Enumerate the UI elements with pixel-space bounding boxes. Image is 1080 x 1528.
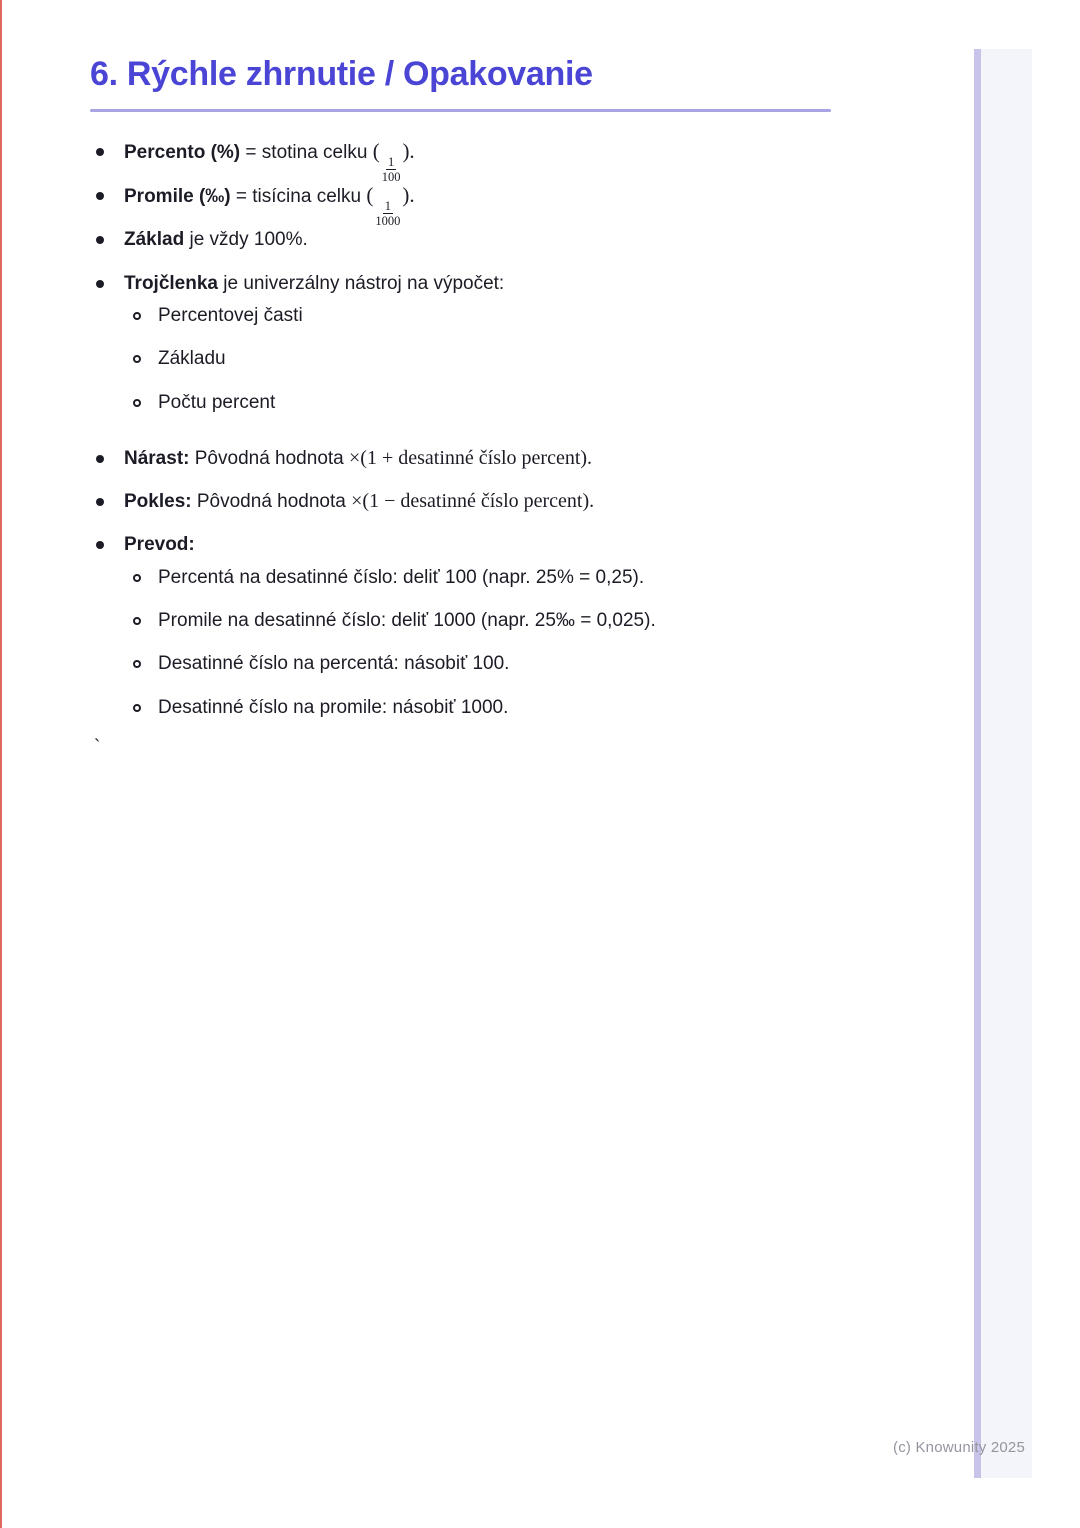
math-fraction [374,199,401,229]
sub-item-text: Percentá na desatinné číslo: deliť 100 (napr. 25% = 0,25). [158,567,645,588]
bullet-disc-icon [96,280,104,288]
bullet-disc-icon [96,541,104,549]
math-open-paren: ( [372,139,380,163]
list-item-narast [96,445,592,472]
list-item-trojclenka [96,270,504,297]
term-label: Trojčlenka [124,273,218,294]
list-item-text [124,270,504,297]
sub-item-text: Percentovej časti [158,305,303,326]
math-fraction [381,155,402,185]
math-expression: ×(1 − desatinné číslo percent). [351,490,595,512]
math-open-paren: ( [366,183,374,207]
sub-item-text: Základu [158,348,226,369]
fraction-numerator: 1 [384,199,391,213]
sub-item-percentovej-casti [133,302,303,329]
math-close-paren: ). [402,183,415,207]
term-label: Základ [124,229,185,250]
list-item-text [124,182,415,229]
list-item-text [124,138,415,185]
list-item-promile [96,182,415,229]
sub-item-text: Desatinné číslo na promile: násobiť 1000. [158,697,509,718]
list-item-percento [96,138,415,185]
page-left-edge-accent-line [0,0,2,1528]
title-underline-rule [90,109,831,112]
list-item-text [124,488,594,515]
page-title: 6. Rýchle zhrnutie / Opakovanie [90,55,593,93]
bullet-circle-icon [133,399,141,407]
bullet-disc-icon [96,455,104,463]
sub-item-text: Počtu percent [158,392,276,413]
bullet-circle-icon [133,312,141,320]
definition-text: Pôvodná hodnota [191,491,352,512]
term-label: Promile (‰) [124,186,231,207]
sub-item-text: Desatinné číslo na percentá: násobiť 100. [158,653,510,674]
list-item-text [124,445,592,472]
list-item-prevod [96,531,195,558]
list-item-text [124,531,195,558]
term-label: Pokles: [124,491,192,512]
bullet-disc-icon [96,192,104,200]
definition-text: = tisícina celku [230,186,367,207]
sub-item-desatinne-na-promile [133,694,508,721]
list-item-pokles [96,488,594,515]
definition-text: je univerzálny nástroj na výpočet: [218,273,505,294]
bullet-circle-icon [133,617,141,625]
fraction-numerator: 1 [387,155,395,169]
term-label: Nárast: [124,448,190,469]
sub-item-promile-na-desatinne [133,607,656,634]
sub-item-zakladu [133,345,226,372]
copyright-watermark: (c) Knowunity 2025 [893,1439,1026,1456]
sub-item-poctu-percent [133,389,275,416]
bullet-circle-icon [133,574,141,582]
term-label: Prevod: [124,534,195,555]
stray-backtick-mark: ` [94,737,101,758]
bullet-circle-icon [133,355,141,363]
list-item-zaklad [96,226,308,253]
bullet-disc-icon [96,236,104,244]
bullet-disc-icon [96,148,104,156]
fraction-denominator: 1000 [375,214,401,229]
definition-text: Pôvodná hodnota [189,448,350,469]
sub-item-desatinne-na-percenta [133,650,509,677]
right-margin-strip [974,49,1032,1478]
definition-text: je vždy 100%. [184,229,308,250]
bullet-circle-icon [133,704,141,712]
list-item-text [124,226,308,253]
definition-text: = stotina celku [240,142,373,163]
sub-item-percenta-na-desatinne [133,564,644,591]
math-expression: ×(1 + desatinné číslo percent). [349,447,593,469]
bullet-circle-icon [133,660,141,668]
fraction-denominator: 100 [381,170,401,185]
term-label: Percento (%) [124,142,241,163]
bullet-disc-icon [96,498,104,506]
sub-item-text: Promile na desatinné číslo: deliť 1000 (napr. 25‰ = 0,025). [158,610,656,631]
math-close-paren: ). [402,139,415,163]
